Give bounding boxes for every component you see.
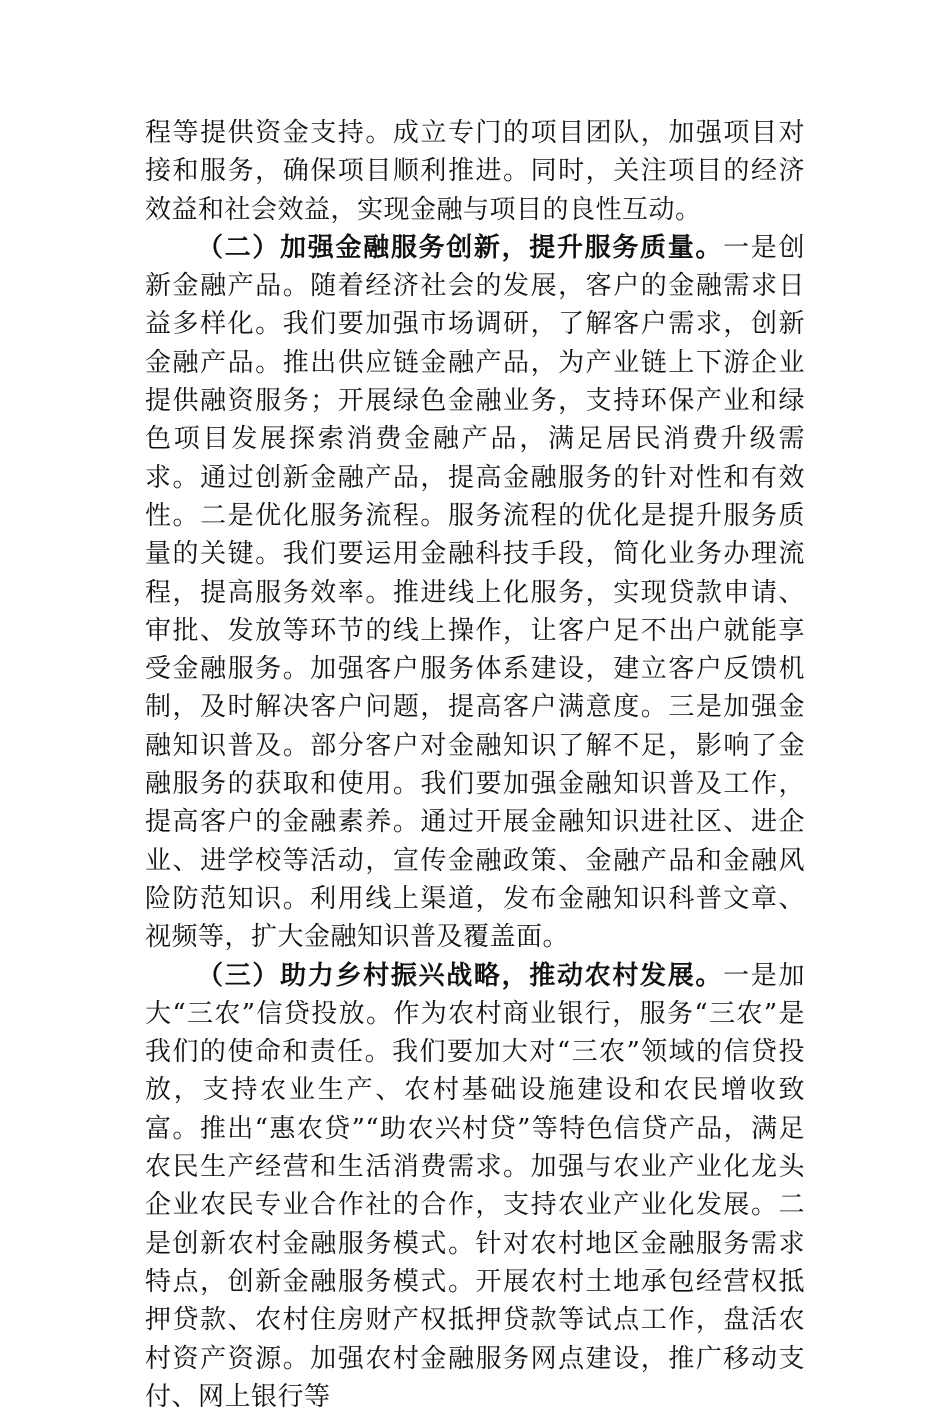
paragraph-1 xyxy=(145,114,805,229)
paragraph-2 xyxy=(145,229,805,957)
document-body xyxy=(145,114,805,1416)
paragraph-3 xyxy=(145,957,805,1416)
paragraph-3-body: 一是加大“三农”信贷投放。作为农村商业银行，服务“三农”是我们的使命和责任。我们要加大对“三农”领域的信贷投放，支持农业生产、农村基础设施建设和农民增收致富。推出“惠农贷”“助农兴村贷”等特色信贷产品，满足农民生产经营和生活消费需求。加强与农业产业化龙头企业农民专业合作社的合作，支持农业产业化发展。二是创新农村金融服务模式。针对农村地区金融服务需求特点，创新金融服务模式。开展农村土地承包经营权抵押贷款、农村住房财产权抵押贷款等试点工作，盘活农村资产资源。加强农村金融服务网点建设，推广移动支付、网上银行等 xyxy=(145,960,805,1412)
section-heading-2: （二）加强金融服务创新，提升服务质量。 xyxy=(197,232,724,263)
section-heading-3: （三）助力乡村振兴战略，推动农村发展。 xyxy=(197,960,724,991)
paragraph-1-body: 程等提供资金支持。成立专门的项目团队，加强项目对接和服务，确保项目顺利推进。同时，关注项目的经济效益和社会效益，实现金融与项目的良性互动。 xyxy=(145,118,805,225)
paragraph-2-body: 一是创新金融产品。随着经济社会的发展，客户的金融需求日益多样化。我们要加强市场调研，了解客户需求，创新金融产品。推出供应链金融产品，为产业链上下游企业提供融资服务；开展绿色金融业务，支持环保产业和绿色项目发展探索消费金融产品，满足居民消费升级需求。通过创新金融产品，提高金融服务的针对性和有效性。二是优化服务流程。服务流程的优化是提升服务质量的关键。我们要运用金融科技手段，简化业务办理流程，提高服务效率。推进线上化服务，实现贷款申请、审批、发放等环节的线上操作，让客户足不出户就能享受金融服务。加强客户服务体系建设，建立客户反馈机制，及时解决客户问题，提高客户满意度。三是加强金融知识普及。部分客户对金融知识了解不足，影响了金融服务的获取和使用。我们要加强金融知识普及工作，提高客户的金融素养。通过开展金融知识进社区、进企业、进学校等活动，宣传金融政策、金融产品和金融风险防范知识。利用线上渠道，发布金融知识科普文章、视频等，扩大金融知识普及覆盖面。 xyxy=(145,232,805,953)
